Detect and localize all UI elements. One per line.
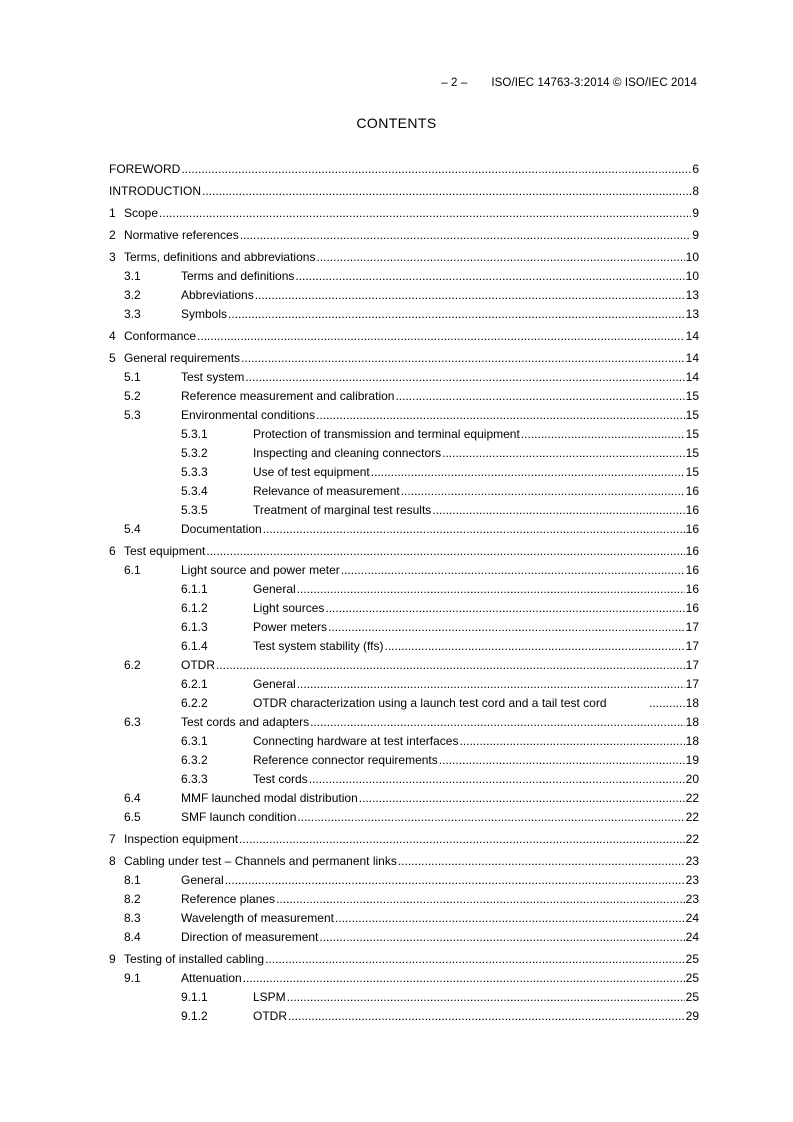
toc-entry[interactable] — [109, 184, 699, 198]
toc-leader-dots — [288, 1009, 685, 1023]
toc-entry[interactable] — [109, 522, 699, 536]
page-number: – 2 – — [441, 77, 468, 89]
toc-entry-title: Terms and definitions — [181, 269, 295, 283]
toc-entry-title: Normative references — [124, 228, 239, 242]
toc-entry-number: 5 — [109, 351, 116, 365]
toc-entry-page: 8 — [692, 184, 699, 198]
toc-entry[interactable] — [109, 677, 699, 691]
toc-entry-title: Treatment of marginal test results — [253, 503, 432, 517]
toc-entry-number: 6.3 — [124, 715, 141, 729]
toc-entry-number: 3.1 — [124, 269, 141, 283]
toc-leader-dots — [241, 351, 685, 365]
toc-entry-page: 18 — [685, 696, 699, 710]
toc-entry[interactable] — [109, 873, 699, 887]
toc-leader-dots — [335, 911, 685, 925]
toc-entry-number: 5.1 — [124, 370, 141, 384]
toc-entry-number: 3 — [109, 250, 116, 264]
toc-entry[interactable] — [109, 772, 699, 786]
toc-entry-page: 16 — [685, 522, 699, 536]
toc-entry-title: Test system stability (ffs) — [253, 639, 384, 653]
toc-leader-dots — [206, 544, 684, 558]
toc-entry[interactable] — [109, 206, 699, 220]
toc-entry-number: 9 — [109, 952, 116, 966]
toc-entry-page: 17 — [685, 620, 699, 634]
toc-entry-number: 5.3.4 — [181, 484, 208, 498]
toc-entry[interactable] — [109, 329, 699, 343]
toc-leader-dots — [297, 677, 685, 691]
toc-entry-number: 9.1.1 — [181, 990, 208, 1004]
toc-entry[interactable] — [109, 503, 699, 517]
toc-entry-title: Power meters — [253, 620, 328, 634]
toc-leader-dots — [159, 206, 691, 220]
toc-leader-dots — [521, 427, 685, 441]
toc-leader-dots — [328, 620, 685, 634]
toc-entry-number: 9.1 — [124, 971, 141, 985]
toc-entry[interactable] — [109, 854, 699, 868]
toc-entry-title: Inspection equipment — [124, 832, 239, 846]
toc-entry-title: General — [253, 582, 296, 596]
toc-entry-page: 29 — [685, 1009, 699, 1023]
toc-entry-page: 19 — [685, 753, 699, 767]
toc-entry[interactable] — [109, 370, 699, 384]
toc-entry[interactable] — [109, 288, 699, 302]
toc-entry-number: 6.1.4 — [181, 639, 208, 653]
toc-entry-title: Reference connector requirements — [253, 753, 438, 767]
toc-entry-number: 6.1.1 — [181, 582, 208, 596]
toc-entry-page: 23 — [685, 873, 699, 887]
toc-entry-page: 25 — [685, 990, 699, 1004]
toc-entry-page: 10 — [685, 250, 699, 264]
toc-entry-title: MMF launched modal distribution — [181, 791, 358, 805]
toc-entry-number: 6.5 — [124, 810, 141, 824]
toc-entry-page: 16 — [685, 582, 699, 596]
toc-entry-title: SMF launch condition — [181, 810, 297, 824]
toc-entry-number: 2 — [109, 228, 116, 242]
toc-entry-number: 5.3 — [124, 408, 141, 422]
toc-entry-title: Test cords and adapters — [181, 715, 310, 729]
toc-entry-number: 6.2.1 — [181, 677, 208, 691]
toc-entry[interactable] — [109, 563, 699, 577]
toc-entry-title: Abbreviations — [181, 288, 254, 302]
toc-entry-page: 16 — [685, 544, 699, 558]
toc-entry-title: Testing of installed cabling — [124, 952, 265, 966]
toc-entry-number: 6.1.2 — [181, 601, 208, 615]
toc-entry-number: 8.2 — [124, 892, 141, 906]
toc-entry[interactable] — [109, 307, 699, 321]
toc-entry-number: 4 — [109, 329, 116, 343]
toc-entry-page: 9 — [692, 228, 699, 242]
toc-entry-number: 3.3 — [124, 307, 141, 321]
toc-entry-title: Documentation — [181, 522, 262, 536]
toc-entry-title: Connecting hardware at test interfaces — [253, 734, 459, 748]
toc-entry-title: General — [181, 873, 224, 887]
toc-leader-dots — [401, 484, 685, 498]
toc-entry-page: 13 — [685, 307, 699, 321]
toc-entry-number: 9.1.2 — [181, 1009, 208, 1023]
toc-entry[interactable] — [109, 696, 699, 710]
toc-entry-title: Light sources — [253, 601, 325, 615]
toc-entry[interactable] — [109, 892, 699, 906]
toc-entry-number: 6.2.2 — [181, 696, 208, 710]
toc-entry-title: Inspecting and cleaning connectors — [253, 446, 442, 460]
toc-entry-title: Reference planes — [181, 892, 276, 906]
toc-entry-title: Symbols — [181, 307, 228, 321]
toc-leader-dots — [316, 408, 685, 422]
toc-entry-page: 15 — [685, 389, 699, 403]
toc-entry-page: 18 — [685, 734, 699, 748]
toc-entry-title: Direction of measurement — [181, 930, 319, 944]
toc-entry-page: 14 — [685, 370, 699, 384]
toc-entry-title: Attenuation — [181, 971, 242, 985]
toc-entry[interactable] — [109, 250, 699, 264]
toc-leader-dots — [371, 465, 685, 479]
toc-leader-dots — [287, 990, 685, 1004]
toc-entry-page: 17 — [685, 677, 699, 691]
toc-leader-dots — [297, 582, 685, 596]
toc-entry[interactable] — [109, 601, 699, 615]
toc-entry-number: 7 — [109, 832, 116, 846]
toc-entry[interactable] — [109, 658, 699, 672]
toc-entry-page: 16 — [685, 563, 699, 577]
toc-entry[interactable] — [109, 544, 699, 558]
toc-leader-dots — [442, 446, 685, 460]
toc-entry[interactable] — [109, 1009, 699, 1023]
toc-entry-page: 17 — [685, 658, 699, 672]
toc-entry[interactable] — [109, 971, 699, 985]
toc-leader-dots — [245, 370, 684, 384]
toc-entry-number: 6.3.3 — [181, 772, 208, 786]
toc-leader-dots — [432, 503, 684, 517]
toc-entry-title: Conformance — [124, 329, 197, 343]
toc-entry[interactable] — [109, 952, 699, 966]
toc-entry-title: Environmental conditions — [181, 408, 316, 422]
toc-entry-title: Terms, definitions and abbreviations — [124, 250, 316, 264]
toc-entry-page: 24 — [685, 930, 699, 944]
toc-entry-title: Relevance of measurement — [253, 484, 400, 498]
toc-leader-dots — [228, 307, 685, 321]
toc-entry-page: 15 — [685, 465, 699, 479]
toc-entry[interactable] — [109, 446, 699, 460]
toc-entry[interactable] — [109, 639, 699, 653]
toc-entry[interactable] — [109, 810, 699, 824]
toc-entry-number: 5.3.3 — [181, 465, 208, 479]
toc-entry[interactable] — [109, 930, 699, 944]
toc-entry[interactable] — [109, 715, 699, 729]
toc-entry-page: 9 — [692, 206, 699, 220]
toc-leader-dots — [216, 658, 685, 672]
toc-leader-dots — [309, 772, 685, 786]
toc-entry[interactable] — [109, 228, 699, 242]
toc-leader-dots — [459, 734, 684, 748]
toc-entry[interactable] — [109, 427, 699, 441]
toc-entry-number: 1 — [109, 206, 116, 220]
toc-entry-page: 15 — [685, 408, 699, 422]
toc-entry-page: 23 — [685, 854, 699, 868]
toc-leader-dots — [263, 522, 685, 536]
toc-leader-dots — [359, 791, 685, 805]
toc-entry-page: 16 — [685, 503, 699, 517]
toc-leader-dots — [297, 810, 684, 824]
toc-entry-number: 5.3.1 — [181, 427, 208, 441]
toc-entry-page: 16 — [685, 601, 699, 615]
toc-entry-number: 6.1.3 — [181, 620, 208, 634]
toc-leader-dots — [398, 854, 685, 868]
toc-entry-title: Scope — [124, 206, 159, 220]
toc-entry[interactable] — [109, 620, 699, 634]
toc-entry-title: INTRODUCTION — [109, 184, 201, 198]
toc-leader-dots — [265, 952, 685, 966]
toc-leader-dots — [225, 873, 685, 887]
toc-leader-dots — [197, 329, 685, 343]
toc-leader-dots — [255, 288, 685, 302]
toc-entry-title: Wavelength of measurement — [181, 911, 334, 925]
toc-entry-page: 13 — [685, 288, 699, 302]
toc-entry-page: 22 — [685, 832, 699, 846]
toc-leader-dots — [395, 389, 684, 403]
toc-entry-title: Light source and power meter — [181, 563, 340, 577]
toc-entry[interactable] — [109, 791, 699, 805]
toc-entry-title: Protection of transmission and terminal equipment — [253, 427, 520, 441]
toc-leader-dots — [341, 563, 685, 577]
toc-entry-page: 16 — [685, 484, 699, 498]
toc-entry-number: 6.4 — [124, 791, 141, 805]
toc-leader-dots — [316, 250, 684, 264]
toc-entry-page: 6 — [692, 162, 699, 176]
toc-entry-title: Test cords — [253, 772, 308, 786]
toc-entry-number: 6.3.1 — [181, 734, 208, 748]
toc-entry-page: 22 — [685, 810, 699, 824]
toc-leader-dots — [181, 162, 691, 176]
toc-entry[interactable] — [109, 734, 699, 748]
toc-entry[interactable] — [109, 484, 699, 498]
toc-entry-number: 8.1 — [124, 873, 141, 887]
toc-leader-dots — [239, 832, 685, 846]
toc-entry-number: 5.4 — [124, 522, 141, 536]
toc-entry[interactable] — [109, 269, 699, 283]
toc-entry[interactable] — [109, 832, 699, 846]
toc-leader-dots — [276, 892, 685, 906]
toc-leader-dots — [310, 715, 685, 729]
toc-entry-number: 3.2 — [124, 288, 141, 302]
toc-entry[interactable] — [109, 351, 699, 365]
toc-entry-page: 20 — [685, 772, 699, 786]
toc-entry[interactable] — [109, 990, 699, 1004]
toc-leader-dots — [439, 753, 685, 767]
toc-entry-title: LSPM — [253, 990, 286, 1004]
toc-entry-title: General — [253, 677, 296, 691]
toc-entry-number: 5.3.5 — [181, 503, 208, 517]
toc-entry-page: 17 — [685, 639, 699, 653]
toc-leader-dots — [325, 601, 684, 615]
toc-entry-title: OTDR — [253, 1009, 287, 1023]
toc-leader-dots — [202, 184, 691, 198]
toc-leader-dots — [649, 696, 685, 710]
document-id: ISO/IEC 14763-3:2014 © ISO/IEC 2014 — [491, 77, 697, 89]
toc-leader-dots — [384, 639, 684, 653]
toc-entry-number: 8.3 — [124, 911, 141, 925]
toc-entry-page: 23 — [685, 892, 699, 906]
toc-entry[interactable] — [109, 465, 699, 479]
toc-entry-title: Test system — [181, 370, 245, 384]
toc-entry-number: 8.4 — [124, 930, 141, 944]
toc-entry-title: OTDR characterization using a launch test cord and a tail test cord — [253, 696, 607, 710]
toc-entry[interactable] — [109, 389, 699, 403]
toc-entry-title: Cabling under test – Channels and permanent links — [124, 854, 397, 868]
toc-entry-number: 6 — [109, 544, 116, 558]
toc-entry[interactable] — [109, 911, 699, 925]
toc-entry-page: 15 — [685, 427, 699, 441]
toc-entry[interactable] — [109, 753, 699, 767]
page-title: CONTENTS — [356, 115, 437, 131]
toc-leader-dots — [295, 269, 684, 283]
toc-entry-page: 24 — [685, 911, 699, 925]
toc-leader-dots — [243, 971, 685, 985]
page-header — [441, 77, 697, 89]
toc-entry-page: 25 — [685, 952, 699, 966]
toc-entry-title: OTDR — [181, 658, 215, 672]
toc-entry-page: 15 — [685, 446, 699, 460]
toc-entry-page: 14 — [685, 329, 699, 343]
toc-entry-number: 6.3.2 — [181, 753, 208, 767]
toc-entry-title: FOREWORD — [109, 162, 181, 176]
toc-entry-number: 6.2 — [124, 658, 141, 672]
toc-entry-page: 10 — [685, 269, 699, 283]
toc-entry-page: 18 — [685, 715, 699, 729]
toc-entry-title: General requirements — [124, 351, 241, 365]
toc-entry-title: Use of test equipment — [253, 465, 370, 479]
toc-entry-number: 5.2 — [124, 389, 141, 403]
toc-leader-dots — [240, 228, 692, 242]
toc-entry[interactable] — [109, 162, 699, 176]
toc-entry-title: Test equipment — [124, 544, 206, 558]
toc-entry-page: 25 — [685, 971, 699, 985]
toc-entry[interactable] — [109, 408, 699, 422]
toc-entry-page: 22 — [685, 791, 699, 805]
toc-entry-number: 5.3.2 — [181, 446, 208, 460]
toc-entry[interactable] — [109, 582, 699, 596]
toc-leader-dots — [319, 930, 684, 944]
toc-entry-number: 6.1 — [124, 563, 141, 577]
table-of-contents — [109, 162, 699, 1023]
toc-entry-title: Reference measurement and calibration — [181, 389, 395, 403]
toc-entry-page: 14 — [685, 351, 699, 365]
toc-entry-number: 8 — [109, 854, 116, 868]
